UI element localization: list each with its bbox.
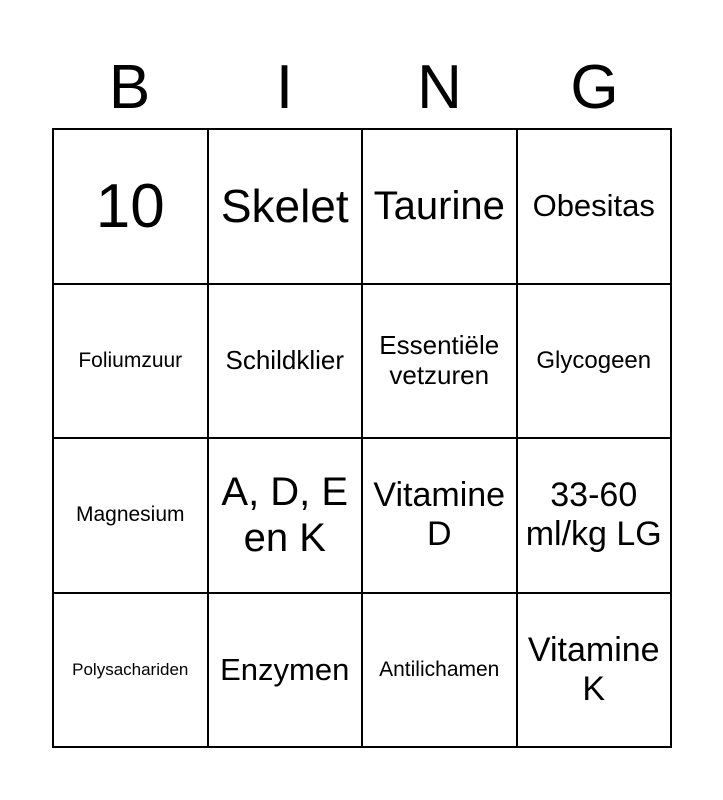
bingo-cell[interactable]: 10 bbox=[54, 130, 209, 285]
bingo-header bbox=[52, 52, 672, 124]
bingo-cell[interactable]: Skelet bbox=[209, 130, 364, 285]
bingo-cell[interactable]: Essentiële vetzuren bbox=[363, 285, 518, 440]
header-letter-n: N bbox=[417, 53, 462, 122]
bingo-cell[interactable]: Taurine bbox=[363, 130, 518, 285]
bingo-cell[interactable]: Foliumzuur bbox=[54, 285, 209, 440]
bingo-cell[interactable]: Antilichamen bbox=[363, 594, 518, 749]
bingo-cell[interactable]: Vitamine K bbox=[518, 594, 673, 749]
bingo-cell[interactable]: A, D, E en K bbox=[209, 439, 364, 594]
bingo-cell[interactable]: Polysachariden bbox=[54, 594, 209, 749]
bingo-cell[interactable]: Vitamine D bbox=[363, 439, 518, 594]
bingo-card-grid bbox=[52, 128, 672, 748]
header-letter-g: G bbox=[570, 53, 619, 122]
bingo-cell[interactable]: Enzymen bbox=[209, 594, 364, 749]
bingo-cell[interactable]: 33-60 ml/kg LG bbox=[518, 439, 673, 594]
header-letter-b: B bbox=[108, 53, 151, 122]
bingo-cell[interactable]: Glycogeen bbox=[518, 285, 673, 440]
header-letter-i: I bbox=[275, 53, 294, 122]
bingo-cell[interactable]: Magnesium bbox=[54, 439, 209, 594]
bingo-cell[interactable]: Schildklier bbox=[209, 285, 364, 440]
bingo-cell[interactable]: Obesitas bbox=[518, 130, 673, 285]
